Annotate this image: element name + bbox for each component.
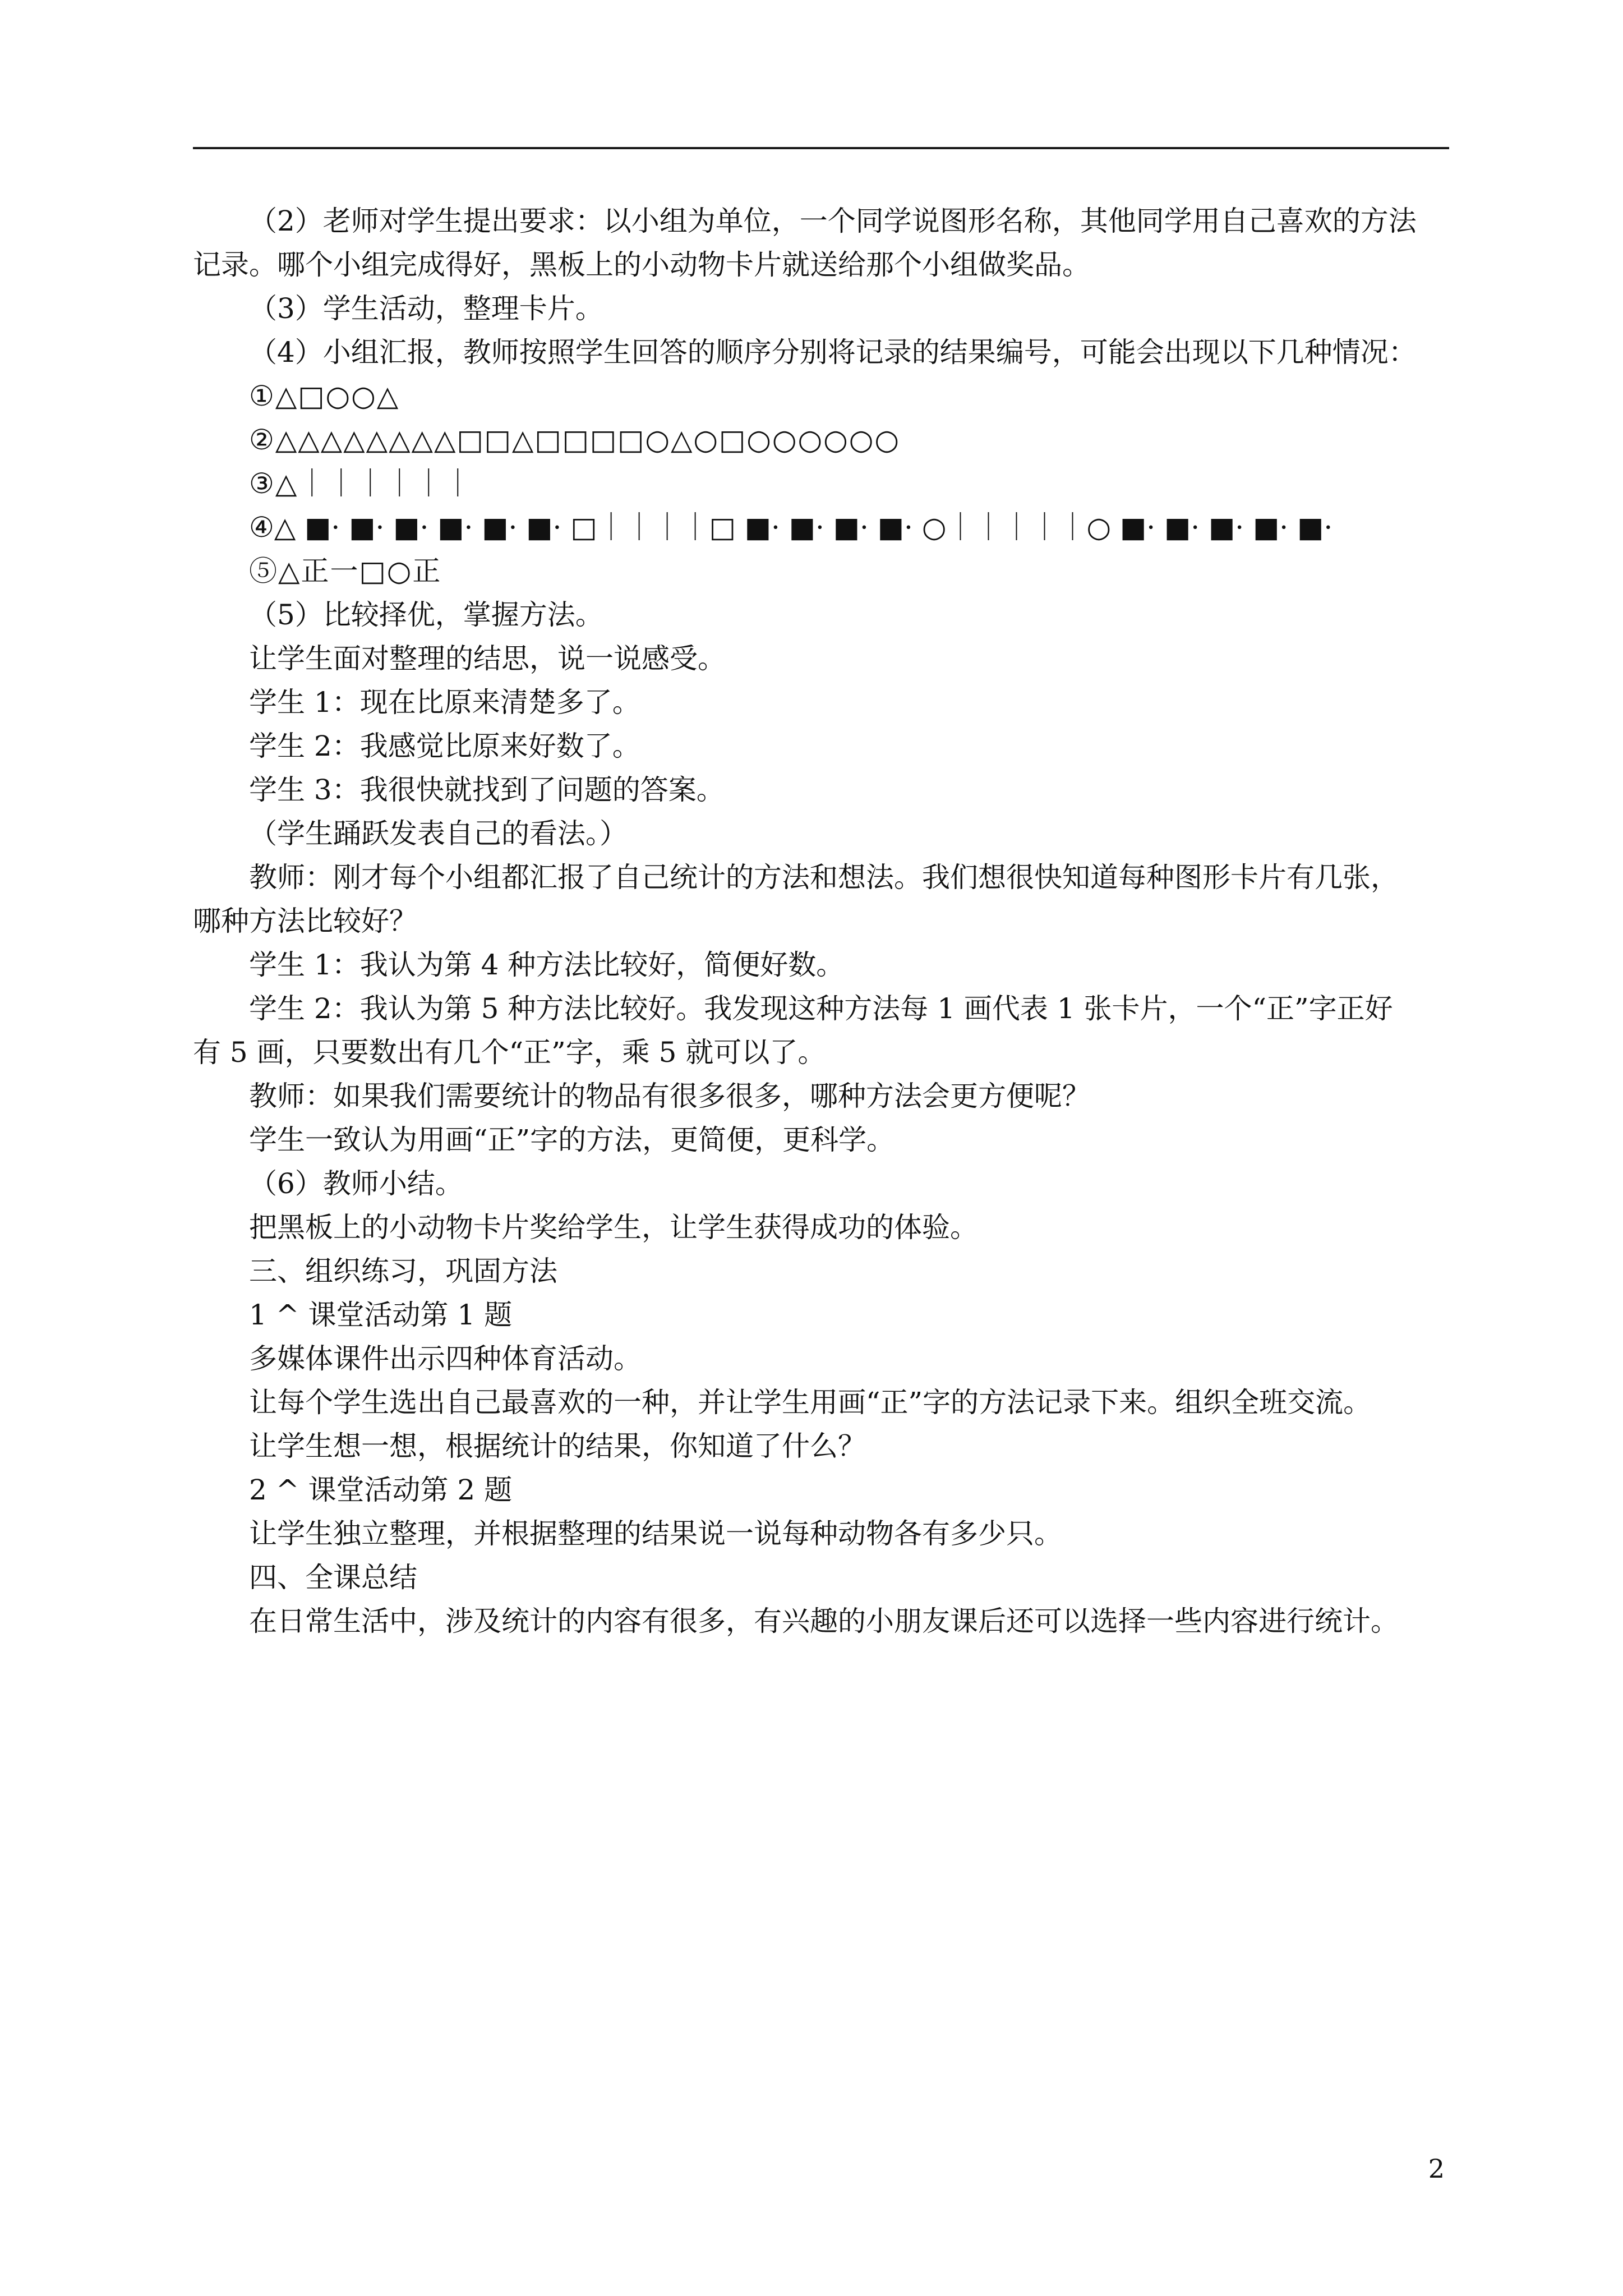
text-line: 学生 3：我很快就找到了问题的答案。 [249,774,725,806]
text-line: 学生 2：我感觉比原来好数了。 [249,730,640,762]
text-line: 让学生想一想，根据统计的结果，你知道了什么？ [249,1430,866,1462]
header-rule [193,147,1449,149]
text-line: （4）小组汇报，教师按照学生回答的顺序分别将记录的结果编号，可能会出现以下几种情况： [249,336,1417,369]
text-line: （2）老师对学生提出要求：以小组为单位，一个同学说图形名称，其他同学用自己喜欢的方法 [249,205,1417,237]
text-line: 学生一致认为用画“正”字的方法，更简便，更科学。 [249,1124,895,1156]
text-line: 让学生独立整理，并根据整理的结果说一说每种动物各有多少只。 [249,1517,1062,1550]
text-line: 教师：刚才每个小组都汇报了自己统计的方法和想法。我们想很快知道每种图形卡片有几张， [249,861,1399,894]
section-heading: 四、全课总结 [249,1561,417,1594]
text-line: 教师：如果我们需要统计的物品有很多很多，哪种方法会更方便呢？ [249,1080,1090,1112]
text-line: 2 ^ 课堂活动第 2 题 [249,1474,513,1506]
text-line: 让学生面对整理的结思，说一说感受。 [249,642,726,675]
text-line: （3）学生活动，整理卡片。 [249,292,603,325]
text-line: 哪种方法比较好？ [193,905,417,937]
tally-method-5: ⑤△正一□○正 [249,555,442,587]
tally-method-1: ①△□○○△ [249,380,400,412]
section-heading: 三、组织练习，巩固方法 [249,1255,557,1287]
page-number: 2 [1428,2154,1445,2184]
text-line: 记录。哪个小组完成得好，黑板上的小动物卡片就送给那个小组做奖品。 [193,249,1090,281]
tally-method-3: ③△｜｜｜｜｜｜ [249,467,473,500]
text-line: 1 ^ 课堂活动第 1 题 [249,1299,513,1331]
text-line: 学生 1：现在比原来清楚多了。 [249,686,640,719]
text-line: 有 5 画，只要数出有几个“正”字，乘 5 就可以了。 [193,1036,826,1069]
text-line: 多媒体课件出示四种体育活动。 [249,1342,642,1375]
text-line: 学生 1：我认为第 4 种方法比较好，简便好数。 [249,949,845,981]
text-line: （学生踊跃发表自己的看法。） [249,817,628,850]
text-line: （5）比较择优，掌握方法。 [249,599,603,631]
document-body [193,199,1449,1643]
text-line: 学生 2：我认为第 5 种方法比较好。我发现这种方法每 1 画代表 1 张卡片，一个“正”字正好 [249,992,1393,1025]
tally-method-2: ②△△△△△△△△□□△□□□□○△○□○○○○○○ [249,424,901,456]
text-line: 把黑板上的小动物卡片奖给学生，让学生获得成功的体验。 [249,1211,978,1244]
text-line: 在日常生活中，涉及统计的内容有很多，有兴趣的小朋友课后还可以选择一些内容进行统计。 [249,1605,1399,1637]
text-line: （6）教师小结。 [249,1167,463,1200]
tally-method-4: ④△ ■· ■· ■· ■· ■· ■· □｜｜｜｜□ ■· ■· ■· ■· ○｜｜｜｜｜○ ■· ■· ■· ■· ■· [249,511,1333,544]
text-line: 让每个学生选出自己最喜欢的一种，并让学生用画“正”字的方法记录下来。组织全班交流。 [249,1386,1372,1419]
